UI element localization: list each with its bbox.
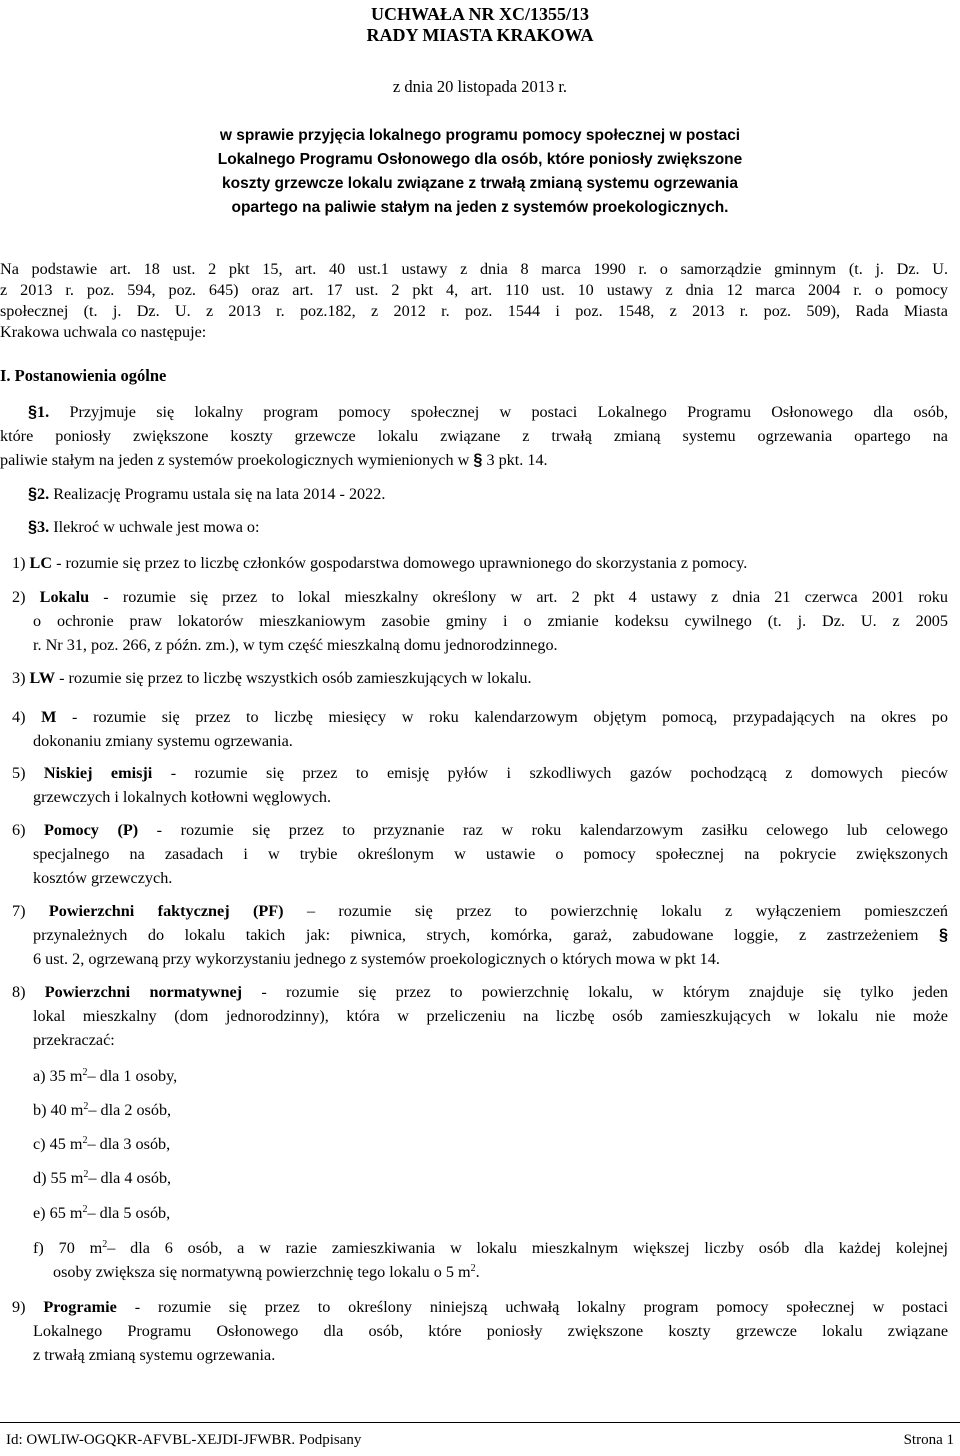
paragraph-number: 1. bbox=[37, 403, 50, 421]
paragraph-text: Przyjmuje się lokalny program pomocy społecznej w postaci Lokalnego Programu Osłonowego dla osób, bbox=[69, 403, 949, 421]
page-number: Strona 1 bbox=[903, 1432, 954, 1448]
area-item: a) 35 $m^2-$ dla 1 osoby, bbox=[33, 1067, 178, 1085]
definition-term: LC bbox=[29, 554, 53, 572]
definition-item: 5) Niskiej emisji - rozumie się przez to emisję pyłów i szkodliwych gazów pochodzącą z domowych pieców grzewczych i lokalnych kotłowni węglowych. bbox=[12, 764, 948, 806]
section-sign: § bbox=[28, 485, 38, 503]
paragraph-number: 3. bbox=[37, 518, 50, 536]
paragraph-text: paliwie stałym na jeden z systemów proekologicznych wymienionych w bbox=[0, 451, 474, 469]
resolution-title: UCHWAŁA NR XC/1355/13 bbox=[370, 4, 589, 24]
paragraph-text: Ilekroć w uchwale jest mowa o: bbox=[53, 518, 260, 536]
definition-term: Powierzchni normatywnej bbox=[44, 983, 243, 1001]
definition-item: 1) LC - rozumie się przez to liczbę członków gospodarstwa domowego uprawnionego do skorzystania z pomocy. bbox=[12, 554, 748, 572]
definition-term: Powierzchni faktycznej (PF) bbox=[48, 902, 284, 920]
subject-line-1: w sprawie przyjęcia lokalnego programu pomocy społecznej w postaci bbox=[219, 127, 741, 144]
section-sign: § bbox=[938, 926, 948, 944]
preamble-line: z 2013 r. poz. 594, poz. 645) oraz art. 17 ust. 2 pkt 4, art. 110 ust. 10 ustawy z dnia 12 marca 2004 r. o pomocy bbox=[0, 281, 948, 299]
section-heading: I. Postanowienia ogólne bbox=[0, 366, 167, 385]
preamble bbox=[0, 259, 948, 343]
subject-line-3: koszty grzewcze lokalu związane z trwałą zmianą systemu ogrzewania bbox=[222, 175, 738, 192]
preamble-line: Krakowa uchwala co następuje: bbox=[0, 323, 207, 341]
resolution-date: z dnia 20 listopada 2013 r. bbox=[392, 77, 568, 96]
area-item: b) 40 $m^2-$ dla 2 osób, bbox=[33, 1101, 172, 1119]
definition-term: Lokalu bbox=[39, 588, 90, 606]
section-sign: § bbox=[28, 403, 38, 421]
paragraph-2 bbox=[28, 483, 385, 505]
paragraph-text: 3 pkt. 14. bbox=[482, 451, 548, 469]
preamble-line: społecznej (t. j. Dz. U. z 2013 r. poz.182, z 2012 r. poz. 1544 i poz. 1548, z 2013 r. poz. 509), Rada Miasta bbox=[0, 302, 948, 320]
definition-item: 4) M - rozumie się przez to liczbę miesięcy w roku kalendarzowym objętym pomocą, przypadających na okres po dokonaniu zmiany systemu ogrzewania. bbox=[12, 708, 948, 750]
definition-item: 3) LW - rozumie się przez to liczbę wszystkich osób zamieszkujących w lokalu. bbox=[12, 669, 532, 687]
council-name: RADY MIASTA KRAKOWA bbox=[366, 25, 594, 45]
footer-divider bbox=[0, 1422, 960, 1423]
subject-line-4: opartego na paliwie stałym na jeden z systemów proekologicznych. bbox=[231, 199, 729, 216]
definition-term: M bbox=[41, 708, 57, 726]
definition-item: 8) Powierzchni normatywnej - rozumie się przez to powierzchnię lokalu, w którym znajduje się tylko jeden lokal mieszkalny (dom jednorodzinny), która w przeliczeniu na liczbę osób zamieszkujących w lokalu nie może przekraczać: bbox=[12, 983, 949, 1049]
paragraph-text: Realizację Programu ustala się na lata 2014 - 2022. bbox=[53, 485, 386, 503]
section-sign: § bbox=[28, 518, 38, 536]
subject-line-2: Lokalnego Programu Osłonowego dla osób, które poniosły zwiększone bbox=[217, 151, 743, 168]
definition-item: 6) Pomocy (P) - rozumie się przez to przyznanie raz w roku kalendarzowym zasiłku celowego lub celowego specjalnego na zasadach i w trybie określonym w ustawie o pomocy społecznej na pokrycie zwiększonych kosztów grzewczych. bbox=[12, 821, 949, 887]
area-item: e) 65 $m^2-$ dla 5 osób, bbox=[33, 1204, 171, 1222]
paragraph-text: które poniosły zwiększone koszty grzewcze lokalu związane z trwałą zmianą systemu ogrzewania opartego na bbox=[0, 427, 948, 445]
area-item: d) 55 $m^2-$ dla 4 osób, bbox=[33, 1169, 172, 1187]
definition-item: 7) Powierzchni faktycznej (PF) – rozumie się przez to powierzchnię lokalu z wyłączeniem pomieszczeń przynależnych do lokalu takich jak: piwnica, strych, komórka, garaż, zabudowane loggie, z zastrzeżeniem § 6 ust. 2, ogrzewaną przy wykorzystaniu jednego z systemów proekologicznych o których mowa w pkt 14. bbox=[12, 902, 948, 968]
preamble-line: Na podstawie art. 18 ust. 2 pkt 15, art. 40 ust.1 ustawy z dnia 8 marca 1990 r. o samorządzie gminnym (t. j. Dz. U. bbox=[0, 260, 948, 278]
definition-term: Pomocy (P) bbox=[44, 821, 139, 839]
paragraph-number: 2. bbox=[37, 485, 50, 503]
definition-item: 2) Lokalu - rozumie się przez to lokal mieszkalny określony w art. 2 pkt 4 ustawy z dnia 21 czerwca 2001 roku o ochronie praw lokatorów mieszkaniowym zasobie gminy i o zmianie kodeksu cywilnego (t. j. Dz. U. z 2005 r. Nr 31, poz. 266, z późn. zm.), w tym część mieszkalną domu jednorodzinnego. bbox=[12, 588, 948, 654]
definition-item: 9) Programie - rozumie się przez to określony niniejszą uchwałą lokalny program pomocy społecznej w postaci Lokalnego Programu Osłonowego dla osób, które poniosły zwiększone koszty grzewcze lokalu związane z trwałą zmianą systemu ogrzewania. bbox=[12, 1298, 948, 1364]
paragraph-1 bbox=[0, 400, 948, 472]
paragraph-3 bbox=[28, 516, 260, 538]
definition-term: Niskiej emisji bbox=[43, 764, 153, 782]
area-item: f) 70 $m^2-$ dla 6 osób, a w razie zamieszkiwania w lokalu mieszkalnym większej liczby osób dla każdej kolejnej osoby zwiększa się normatywną powierzchnię tego lokalu o 5 $m^2$. bbox=[33, 1239, 948, 1281]
area-item: c) 45 $m^2-$ dla 3 osób, bbox=[33, 1135, 171, 1153]
definition-term: LW bbox=[29, 669, 56, 687]
definition-term: Programie bbox=[43, 1298, 117, 1316]
section-sign: § bbox=[473, 451, 483, 469]
document-id: Id: OWLIW-OGQKR-AFVBL-XEJDI-JFWBR. Podpisany bbox=[6, 1432, 362, 1448]
